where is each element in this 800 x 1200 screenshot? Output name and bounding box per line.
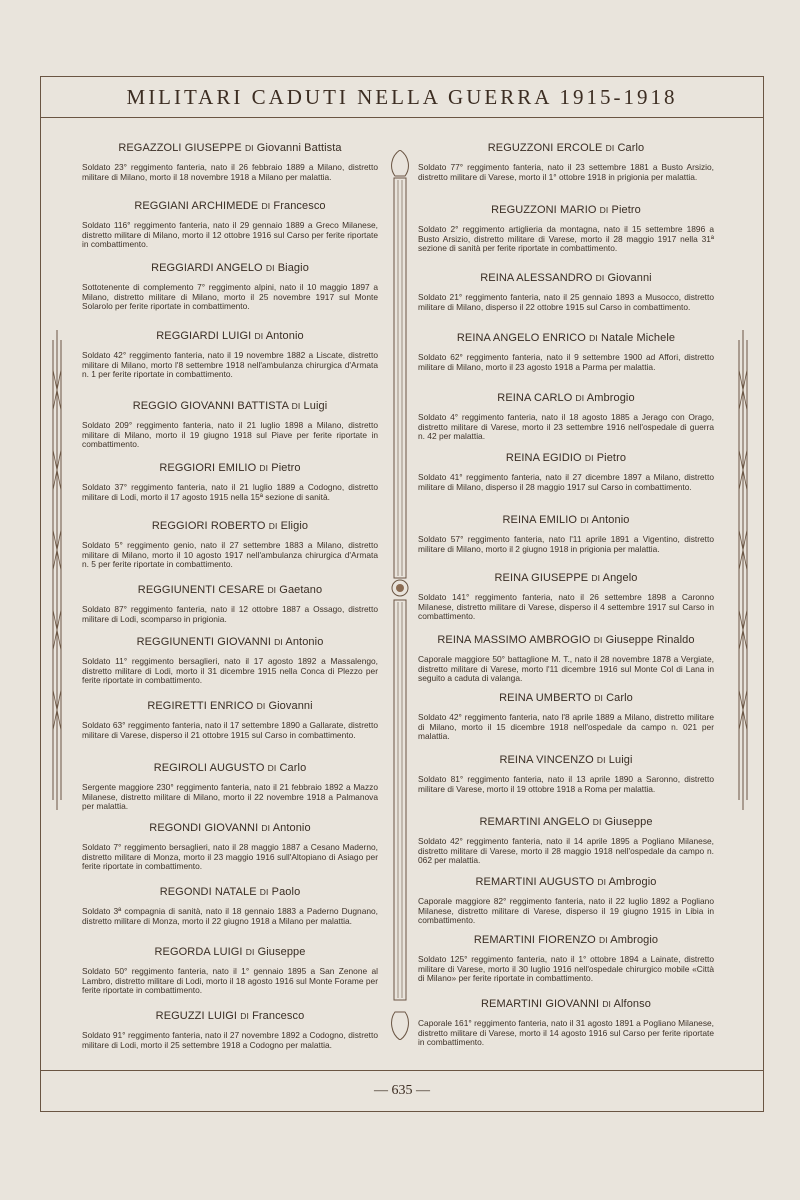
- entry: [82, 462, 378, 502]
- entry-name: REGAZZOLI GIUSEPPE DI Giovanni Battista: [118, 142, 342, 154]
- entry-name: REMARTINI ANGELO DI Giuseppe: [479, 816, 653, 828]
- entry-text: Caporale maggiore 50° battaglione M. T., nato il 28 novembre 1878 a Vergiate, distretto militare di Varese, morto l'11 dicembre 1916 sul Monte Col di Lana in seguito a caduta di valanga.: [418, 654, 714, 684]
- entry-name: REINA MASSIMO AMBROGIO DI Giuseppe Rinaldo: [437, 634, 695, 646]
- entry: [418, 514, 714, 554]
- entry: [82, 822, 378, 872]
- left-side-ornament: [48, 330, 66, 810]
- entry-text: Soldato 125° reggimento fanteria, nato il 1° ottobre 1894 a Lainate, distretto militare di Varese, morto il 30 luglio 1916 nell'ospedale chirurgico mobile «Città di Milano» per ferite riportate in combattimento.: [418, 954, 714, 984]
- entry: [82, 330, 378, 380]
- entry-text: Soldato 4° reggimento fanteria, nato il 18 agosto 1885 a Jerago con Orago, distretto militare di Varese, morto il 23 settembre 1916 nell'ospedale di guerra n. 42 per malattia.: [418, 412, 714, 442]
- entry-text: Soldato 5° reggimento genio, nato il 27 settembre 1883 a Milano, distretto militare di Milano, morto il 10 agosto 1917 nell'ambulanza chirurgica d'Armata n. 5 per ferite riportate in combattimento.: [82, 540, 378, 570]
- entry-text: Soldato 50° reggimento fanteria, nato il 1° gennaio 1895 a San Zenone al Lambro, distretto militare di Lodi, morto il 18 agosto 1916 sul Monte Forame per ferite riportate in combattimento.: [82, 966, 378, 996]
- entry-name: REINA ANGELO ENRICO DI Natale Michele: [456, 332, 676, 344]
- entry-text: Caporale 161° reggimento fanteria, nato il 31 agosto 1891 a Pogliano Milanese, distretto militare di Varese, morto il 14 agosto 1916 sul Carso per ferite riportate in combattimento.: [418, 1018, 714, 1048]
- entry: [82, 700, 378, 740]
- entry: [82, 262, 378, 312]
- entry-name: REINA EGIDIO DI Pietro: [505, 452, 627, 464]
- title-band: [41, 77, 763, 118]
- entry: [82, 142, 378, 182]
- entry-name: REGGIORI ROBERTO DI Eligio: [151, 520, 309, 532]
- entry-name: REGGIARDI ANGELO DI Biagio: [151, 262, 309, 274]
- entry-text: Soldato 42° reggimento fanteria, nato il 19 novembre 1882 a Liscate, distretto militare di Milano, morto l'8 settembre 1918 nell'ambulanza chirurgica d'Armata n. 1 per ferite riportate in combattimento.: [82, 350, 378, 380]
- entry: [82, 584, 378, 624]
- entry-name: REGONDI NATALE DI Paolo: [159, 886, 301, 898]
- footer-band: [41, 1070, 763, 1111]
- entry-name: REMARTINI GIOVANNI DI Alfonso: [481, 998, 651, 1010]
- entry-text: Sergente maggiore 230° reggimento fanteria, nato il 21 febbraio 1892 a Mazzo Milanese, distretto militare di Milano, morto il 22 novembre 1918 a Palmanova per malattia.: [82, 782, 378, 812]
- entry-name: REGGIO GIOVANNI BATTISTA DI Luigi: [132, 400, 328, 412]
- entry-text: Soldato 37° reggimento fanteria, nato il 21 luglio 1889 a Codogno, distretto militare di Lodi, morto il 17 agosto 1915 nella 15ª sezione di sanità.: [82, 482, 378, 502]
- entry: [82, 520, 378, 570]
- entry-text: Soldato 209° reggimento fanteria, nato il 21 luglio 1898 a Milano, distretto militare di Milano, morto il 19 giugno 1918 sul Piave per ferite riportate in combattimento.: [82, 420, 378, 450]
- entry: [82, 946, 378, 996]
- entry: [418, 452, 714, 492]
- center-fasces-divider: [387, 150, 413, 1040]
- entry-text: Soldato 62° reggimento fanteria, nato il 9 settembre 1900 ad Affori, distretto militare di Milano, morto il 23 agosto 1918 a Parma per malattia.: [418, 352, 714, 372]
- entry: [418, 754, 714, 794]
- page-number: — 635 —: [374, 1083, 430, 1098]
- entry: [418, 272, 714, 312]
- entry-name: REGGIORI EMILIO DI Pietro: [159, 462, 301, 474]
- entry-name: REGIROLI AUGUSTO DI Carlo: [153, 762, 307, 774]
- entry-text: Caporale maggiore 82° reggimento fanteria, nato il 22 luglio 1892 a Pogliano Milanese, distretto militare di Varese, disperso il 19 giugno 1915 in Libia in combattimento.: [418, 896, 714, 926]
- entry-text: Soldato 116° reggimento fanteria, nato il 29 gennaio 1889 a Greco Milanese, distretto militare di Milano, morto il 12 ottobre 1916 sul Carso per ferite riportate in combattimento.: [82, 220, 378, 250]
- entry-name: REGGIARDI LUIGI DI Antonio: [156, 330, 304, 342]
- entry-name: REINA GIUSEPPE DI Angelo: [494, 572, 638, 584]
- entry: [418, 634, 714, 684]
- entry-name: REINA CARLO DI Ambrogio: [497, 392, 635, 404]
- entry-name: REGUZZONI ERCOLE DI Carlo: [487, 142, 645, 154]
- entry-name: REINA EMILIO DI Antonio: [502, 514, 630, 526]
- entry-text: Soldato 7° reggimento bersaglieri, nato il 28 maggio 1887 a Cesano Maderno, distretto militare di Monza, morto il 23 maggio 1916 sull'Altopiano di Asiago per ferite riportate in combattimento.: [82, 842, 378, 872]
- entry: [82, 636, 378, 686]
- entry-name: REGGIUNENTI GIOVANNI DI Antonio: [136, 636, 324, 648]
- entry: [418, 142, 714, 182]
- entry-name: REGIRETTI ENRICO DI Giovanni: [147, 700, 313, 712]
- entry: [82, 1010, 378, 1050]
- entry: [82, 200, 378, 250]
- entry-text: Soldato 63° reggimento fanteria, nato il 17 settembre 1890 a Gallarate, distretto militare di Varese, disperso il 21 ottobre 1915 sul Carso in combattimento.: [82, 720, 378, 740]
- entry: [418, 692, 714, 742]
- right-side-ornament: [734, 330, 752, 810]
- entry-text: Soldato 41° reggimento fanteria, nato il 27 dicembre 1897 a Milano, distretto militare di Milano, disperso il 28 maggio 1917 sul Carso in combattimento.: [418, 472, 714, 492]
- entry-text: Soldato 23° reggimento fanteria, nato il 26 febbraio 1889 a Milano, distretto militare di Milano, morto il 18 novembre 1918 a Milano per malattia.: [82, 162, 378, 182]
- entry-text: Soldato 141° reggimento fanteria, nato il 26 settembre 1898 a Caronno Milanese, distretto militare di Varese, disperso il 4 settembre 1917 sul Carso in combattimento.: [418, 592, 714, 622]
- entry: [418, 204, 714, 254]
- entry-name: REINA UMBERTO DI Carlo: [499, 692, 633, 704]
- entry: [418, 816, 714, 866]
- entry-text: Soldato 11° reggimento bersaglieri, nato il 17 agosto 1892 a Massalengo, distretto militare di Lodi, morto il 31 dicembre 1915 nella Conca di Plezzo per ferite riportate in combattimento.: [82, 656, 378, 686]
- entry-name: REGGIANI ARCHIMEDE DI Francesco: [134, 200, 326, 212]
- entry: [418, 876, 714, 926]
- entry-name: REINA ALESSANDRO DI Giovanni: [480, 272, 652, 284]
- entry-text: Soldato 42° reggimento fanteria, nato il 14 aprile 1895 a Pogliano Milanese, distretto militare di Varese, morto il 28 maggio 1918 nell'ospedale da campo n. 062 per malattia.: [418, 836, 714, 866]
- entry-text: Soldato 3ª compagnia di sanità, nato il 18 gennaio 1883 a Paderno Dugnano, distretto militare di Monza, morto il 22 giugno 1918 a Milano per malattia.: [82, 906, 378, 926]
- entry: [418, 572, 714, 622]
- entry-name: REMARTINI FIORENZO DI Ambrogio: [473, 934, 659, 946]
- entry-name: REMARTINI AUGUSTO DI Ambrogio: [475, 876, 657, 888]
- entry-name: REGONDI GIOVANNI DI Antonio: [149, 822, 311, 834]
- page-title: MILITARI CADUTI NELLA GUERRA 1915-1918: [126, 84, 678, 109]
- entry: [82, 762, 378, 812]
- entry-name: REGGIUNENTI CESARE DI Gaetano: [137, 584, 323, 596]
- entry: [82, 400, 378, 450]
- entry: [82, 886, 378, 926]
- entry-name: REGUZZONI MARIO DI Pietro: [491, 204, 641, 216]
- entry-text: Soldato 42° reggimento fanteria, nato l'8 aprile 1889 a Milano, distretto militare di Milano, morto il 15 dicembre 1918 nell'ospedale da campo n. 021 per malattia.: [418, 712, 714, 742]
- entry-name: REGORDA LUIGI DI Giuseppe: [154, 946, 306, 958]
- entry-text: Soldato 77° reggimento fanteria, nato il 23 settembre 1881 a Busto Arsizio, distretto militare di Varese, morto il 1° ottobre 1918 in prigionia per malattia.: [418, 162, 714, 182]
- entry-text: Soldato 91° reggimento fanteria, nato il 27 novembre 1892 a Codogno, distretto militare di Lodi, morto il 25 settembre 1918 a Codogno per malattia.: [82, 1030, 378, 1050]
- entry: [418, 332, 714, 372]
- entry-text: Sottotenente di complemento 7° reggimento alpini, nato il 10 maggio 1897 a Milano, distretto militare di Milano, morto il 25 novembre 1917 sul Monte Solarolo per ferite riportate in combattimento.: [82, 282, 378, 312]
- entry: [418, 998, 714, 1048]
- entry-name: REGUZZI LUIGI DI Francesco: [155, 1010, 305, 1022]
- entry-name: REINA VINCENZO DI Luigi: [499, 754, 633, 766]
- entry-text: Soldato 81° reggimento fanteria, nato il 13 aprile 1890 a Saronno, distretto militare di Varese, morto il 19 ottobre 1918 a Roma per malattia.: [418, 774, 714, 794]
- entry-text: Soldato 21° reggimento fanteria, nato il 25 gennaio 1893 a Musocco, distretto militare di Milano, disperso il 22 ottobre 1915 sul Carso in combattimento.: [418, 292, 714, 312]
- entry: [418, 934, 714, 984]
- entry-text: Soldato 87° reggimento fanteria, nato il 12 ottobre 1887 a Ossago, distretto militare di Lodi, scomparso in prigionia.: [82, 604, 378, 624]
- entry-text: Soldato 57° reggimento fanteria, nato l'11 aprile 1891 a Vigentino, distretto militare di Milano, morto il 2 giugno 1918 in prigionia per malattia.: [418, 534, 714, 554]
- entry-text: Soldato 2° reggimento artiglieria da montagna, nato il 15 settembre 1896 a Busto Arsizio, distretto militare di Varese, morto il 28 maggio 1917 nella 31ª sezione di sanità per ferite riportate in combattimento.: [418, 224, 714, 254]
- entry: [418, 392, 714, 442]
